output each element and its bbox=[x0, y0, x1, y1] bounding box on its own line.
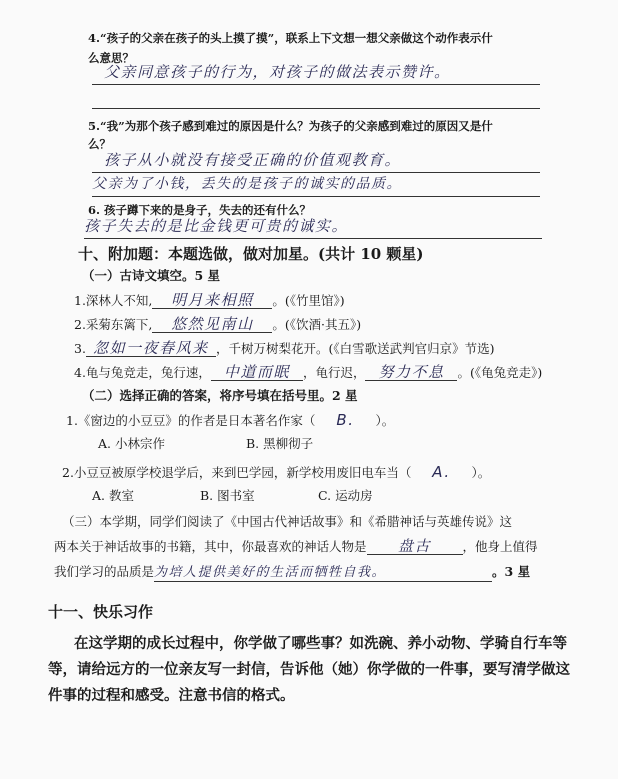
poem-item-3-source: ，千树万树梨花开。(《白雪歌送武判官归京》节选) bbox=[215, 341, 495, 356]
q4-line1: 4.“孩子的父亲在孩子的头上摸了摸”，联系上下文想一想父亲做这个动作表示什 bbox=[88, 31, 493, 45]
q6-answer: 孩子失去的是比金钱更可贵的诚实。 bbox=[84, 217, 349, 235]
q4-answer-line bbox=[92, 84, 540, 85]
poem-item-1-source: 。(《竹里馆》) bbox=[272, 293, 345, 308]
writing-prompt-line1: 在这学期的成长过程中，你学做了哪些事？如洗碗、养小动物、学骑自行车等 bbox=[74, 635, 567, 652]
poem-item-4-answer-2: 努力不息 bbox=[365, 364, 457, 381]
poem-item-2-prompt: 2.采菊东篱下, bbox=[74, 317, 153, 332]
poem-item-4-middle: ，龟行迟， bbox=[302, 365, 366, 380]
q6-text: 6. 孩子蹲下来的是身子，失去的还有什么？ bbox=[88, 203, 312, 217]
choice-q2-option-c: C. 运动房 bbox=[318, 488, 373, 503]
choice-q2-answer: A. bbox=[432, 463, 451, 481]
poem-item-3-answer: 忽如一夜春风来 bbox=[86, 340, 216, 357]
choice-q2-text: 2.小豆豆被原学校退学后，来到巴学园，新学校用废旧电车当（ bbox=[62, 465, 412, 480]
poem-item-3 bbox=[74, 340, 494, 357]
choice-q1-text: 1.《窗边的小豆豆》的作者是日本著名作家（ bbox=[66, 413, 316, 428]
poem-item-4-answer-1: 中道而眠 bbox=[211, 364, 303, 381]
choice-q1-option-a: A. 小林宗作 bbox=[98, 436, 165, 451]
poem-item-4-source: 。(《龟兔竞走》) bbox=[457, 365, 543, 380]
q5-answer-2: 父亲为了小钱，丢失的是孩子的诚实的品质。 bbox=[92, 176, 402, 192]
choice-q2 bbox=[62, 464, 490, 481]
section10-title: 十、附加题： bbox=[78, 245, 169, 263]
part3-answer-quality: 为培人提供美好的生活而牺牲自我。 bbox=[154, 565, 492, 582]
part3-score: 。3 星 bbox=[492, 564, 531, 579]
poem-item-3-prompt: 3. bbox=[74, 341, 86, 356]
q6-answer-line bbox=[84, 238, 542, 239]
q5-answer-1: 孩子从小就没有接受正确的价值观教育。 bbox=[104, 151, 402, 169]
q4-answer: 父亲同意孩子的行为，对孩子的做法表示赞许。 bbox=[104, 63, 451, 81]
part3-line3 bbox=[54, 564, 530, 582]
q5-line1: 5.“我”为那个孩子感到难过的原因是什么？为孩子的父亲感到难过的原因又是什 bbox=[88, 119, 493, 133]
poem-item-1-prompt: 1.深林人不知, bbox=[74, 293, 153, 308]
section10-desc: 本题选做，做对加星。(共计 10 颗星) bbox=[168, 245, 424, 263]
poem-item-1 bbox=[74, 292, 345, 309]
writing-prompt-line2: 等，请给远方的一位亲友写一封信，告诉他（她）你学做的一件事，要写清学做这 bbox=[48, 661, 570, 678]
q5-line2: 么？ bbox=[88, 137, 111, 151]
choice-q1-answer: B. bbox=[336, 411, 355, 429]
part1-heading: （一）古诗文填空。5 星 bbox=[82, 268, 221, 283]
poem-item-2-answer: 悠然见南山 bbox=[152, 316, 272, 333]
q5-answer-line-2 bbox=[92, 196, 540, 197]
part3-line3-text: 我们学习的品质是 bbox=[54, 564, 155, 579]
q4-answer-line-2 bbox=[92, 108, 540, 109]
poem-item-2-source: 。(《饮酒·其五》) bbox=[272, 317, 362, 332]
poem-item-1-answer: 明月来相照 bbox=[152, 292, 272, 309]
choice-q1-close: ）。 bbox=[375, 413, 395, 428]
part2-heading: （二）选择正确的答案，将序号填在括号里。2 星 bbox=[82, 388, 358, 403]
section10-heading bbox=[78, 244, 424, 264]
poem-item-4-prompt: 4.龟与兔竞走，兔行速， bbox=[74, 365, 211, 380]
writing-prompt-line3: 件事的过程和感受。注意书信的格式。 bbox=[48, 687, 295, 704]
choice-q2-option-a: A. 教室 bbox=[92, 488, 134, 503]
part3-answer-hero: 盘古 bbox=[367, 538, 463, 555]
poem-item-2 bbox=[74, 316, 361, 333]
choice-q1-option-b: B. 黑柳彻子 bbox=[246, 436, 314, 451]
poem-item-4 bbox=[74, 364, 542, 381]
q4-line2: 么意思？ bbox=[88, 51, 134, 65]
section11-title: 十一、快乐习作 bbox=[48, 603, 154, 621]
choice-q2-close: ）。 bbox=[471, 465, 491, 480]
part3-line2-text: 两本关于神话故事的书籍，其中，你最喜欢的神话人物是 bbox=[54, 539, 367, 554]
part3-line2 bbox=[54, 538, 538, 555]
part3-line1: （三）本学期，同学们阅读了《中国古代神话故事》和《希腊神话与英雄传说》这 bbox=[62, 514, 513, 529]
part3-line2-tail: ，他身上值得 bbox=[462, 539, 538, 554]
choice-q1 bbox=[66, 412, 394, 429]
choice-q2-option-b: B. 图书室 bbox=[200, 488, 255, 503]
q5-answer-line-1 bbox=[92, 172, 540, 173]
